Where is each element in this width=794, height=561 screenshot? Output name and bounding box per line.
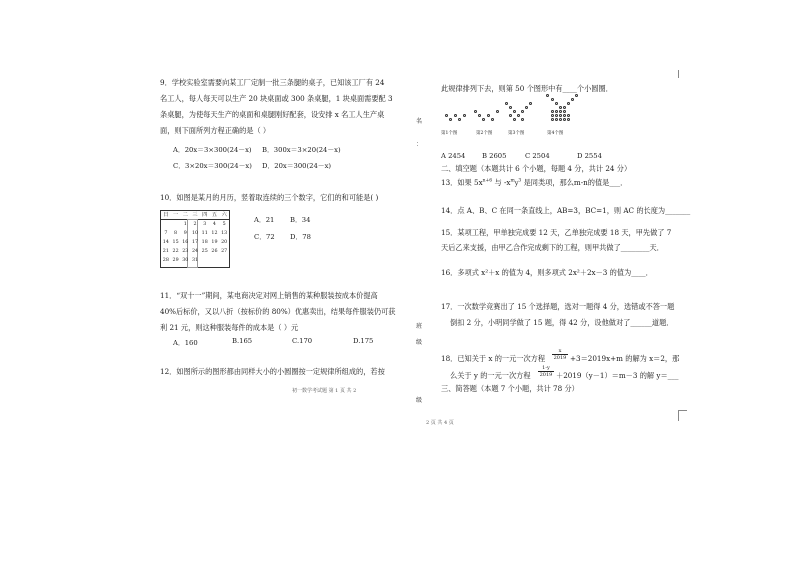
- circle-icon: [551, 118, 554, 121]
- calendar-cell: 21: [162, 249, 169, 254]
- q9-option-a: A．20x＝3×300(24－x): [173, 146, 252, 154]
- left-page-footer: 初一数学考试题 第 1 页 共 2: [292, 388, 357, 394]
- circle-icon: [555, 102, 558, 105]
- q14: 14．点 A、B、C 在同一条直线上，AB=3，BC=1，则 AC 的长度为_______: [441, 206, 691, 215]
- crop-mark-top-right: [678, 70, 687, 78]
- q12-continued: 此规律排列下去，则第 50 个图形中有____个小圆圈．: [441, 84, 613, 93]
- circle-icon: [563, 106, 566, 109]
- fraction-numerator: 1-y: [542, 365, 550, 371]
- calendar-cell: 29: [172, 258, 179, 263]
- q13: 13．如果 $5x^{n+6}$ 与 $-x^my^3$ 是同类项，那么m-n的值是___．: [441, 178, 628, 187]
- q11-line3: 利 21 元，则这种服装每件的成本是（ ）元: [160, 323, 299, 332]
- calendar-weekday: 五: [211, 212, 218, 218]
- margin-mark: 班: [416, 323, 423, 330]
- q18-line2-part2: ＋2019（y－1）＝m－3 的解 y＝___: [556, 371, 679, 380]
- calendar-weekday: 二: [182, 212, 188, 218]
- circle-icon: [487, 114, 490, 117]
- margin-mark: 级: [416, 397, 423, 404]
- calendar-cell: 28: [162, 258, 169, 263]
- q9-option-d: D．20x＝300(24－x): [262, 162, 332, 170]
- q12-option-b: B 2605: [482, 152, 507, 160]
- circle-icon: [458, 118, 461, 121]
- circle-icon: [505, 102, 508, 105]
- q18-fraction-2: [538, 365, 554, 378]
- q9-option-c: C．3×20x＝300(24－x): [173, 162, 252, 170]
- q13-part3: 是同类项，那么m-n的值是___．: [523, 178, 628, 187]
- circle-icon: [509, 106, 512, 109]
- q10-option-d: D．78: [290, 233, 311, 241]
- q11-line2: 40%后标价，又以八折（按标价的 80%）优惠卖出，结果每件服装仍可获: [160, 307, 396, 316]
- circle-icon: [563, 114, 566, 117]
- calendar-cell: 7: [164, 231, 168, 236]
- q11-line1: 11．“双十一”期间，某电商决定对网上销售的某种服装按成本价提高: [160, 291, 378, 300]
- q17-line2: 倒扣 2 分，小明同学做了 15 题，得 42 分，设他做对了______道题．: [450, 318, 674, 327]
- calendar-row: [161, 222, 229, 227]
- circle-icon: [496, 110, 499, 113]
- calendar-weekday: 六: [221, 212, 227, 218]
- fraction-denominator: 2019: [553, 355, 567, 361]
- circle-icon: [449, 118, 452, 121]
- section-3-heading: 三、简答题（本题 7 个小题，共计 78 分）: [441, 384, 579, 393]
- circle-icon: [563, 118, 566, 121]
- q16: 16．多项式 x²＋x 的值为 4，则多项式 2x²＋2x－3 的值为____．: [441, 268, 653, 277]
- circle-icon: [513, 118, 516, 121]
- q11-option-c: C.170: [292, 337, 313, 345]
- margin-mark: 名: [416, 118, 423, 125]
- q13-part1: 13．如果 5x: [441, 178, 483, 187]
- calendar-cell: [200, 258, 210, 263]
- calendar-weekday: 三: [192, 212, 198, 218]
- circle-icon: [521, 110, 524, 113]
- q18-line1-part1: 18．已知关于 x 的一元一次方程: [441, 354, 546, 363]
- q9-line1: 9．学校实验室需要向某工厂定制一批三条腿的桌子，已知该工厂有 24: [160, 78, 385, 87]
- q10-option-b: B．34: [290, 216, 311, 224]
- q10-option-c: C．72: [254, 233, 275, 241]
- calendar-cell: 26: [211, 249, 218, 254]
- circle-icon: [555, 114, 558, 117]
- calendar-cell: 22: [172, 249, 179, 254]
- calendar-cell: 2: [193, 222, 197, 227]
- calendar-cell: 16: [182, 240, 189, 245]
- circle-icon: [474, 110, 477, 113]
- calendar-cell: [219, 258, 229, 263]
- calendar-cell: 1: [183, 222, 187, 227]
- figure-label: 第2个图: [476, 131, 493, 136]
- circle-icon: [555, 110, 558, 113]
- calendar-cell: 5: [222, 222, 226, 227]
- calendar-row: [161, 249, 229, 254]
- section-2-heading: 二、填空题（本题共计 6 个小题，每题 4 分，共计 24 分）: [441, 164, 632, 173]
- calendar-cell: 15: [172, 240, 179, 245]
- calendar-cell: 12: [211, 231, 218, 236]
- calendar-cell: 24: [191, 249, 199, 254]
- circle-icon: [445, 114, 448, 117]
- calendar-cell: 27: [221, 249, 228, 254]
- q11-option-a: A．160: [173, 339, 198, 347]
- calendar-cell: 9: [183, 231, 187, 236]
- circle-icon: [559, 114, 562, 117]
- calendar-cell: 19: [211, 240, 218, 245]
- q12-option-d: D 2554: [577, 152, 602, 160]
- calendar-row: [161, 240, 229, 245]
- circle-icon: [491, 118, 494, 121]
- calendar-cell: 17: [191, 240, 199, 245]
- circle-icon: [509, 114, 512, 117]
- circle-icon: [563, 110, 566, 113]
- circle-icon: [482, 118, 485, 121]
- circle-icon: [521, 118, 524, 121]
- q18-line2-part1: 么关于 y 的一元一次方程: [450, 371, 531, 380]
- circle-icon: [551, 114, 554, 117]
- calendar-cell: 4: [212, 222, 216, 227]
- q17-line1: 17．一次数学竞赛出了 15 个选择题，选对一题得 4 分，选错或不答一题: [441, 302, 675, 311]
- crop-mark-top-left: [133, 70, 141, 78]
- calendar-cell: 25: [201, 249, 208, 254]
- crop-mark-bottom-right: [678, 410, 687, 421]
- circle-icon: [517, 114, 520, 117]
- calendar-weekday: 一: [172, 212, 179, 218]
- figure-label: 第4个图: [547, 131, 564, 136]
- circle-icon: [551, 98, 554, 101]
- calendar-row: [161, 231, 229, 236]
- circle-icon: [551, 110, 554, 113]
- circle-icon: [546, 94, 549, 97]
- figure-label: 第3个图: [508, 131, 525, 136]
- margin-mark: 级: [416, 339, 423, 346]
- circle-icon: [463, 114, 466, 117]
- q9-line2: 名工人，每人每天可以生产 20 块桌面或 300 条桌腿，1 块桌面需要配 3: [160, 94, 393, 103]
- circle-icon: [559, 106, 562, 109]
- circle-icon: [513, 110, 516, 113]
- circle-icon: [529, 102, 532, 105]
- q10-line1: 10．如图是某月的月历，竖着取连续的三个数字，它们的和可能是( ): [160, 193, 379, 202]
- fraction-numerator: x: [558, 348, 562, 354]
- calendar-cell: [161, 222, 171, 227]
- fraction-denominator: 2019: [539, 372, 553, 378]
- q9-line3: 条桌腿，为使每天生产的桌面和桌腿刚好配套，设安排 x 名工人生产桌: [160, 110, 385, 119]
- q15-line2: 天后乙来支援，由甲乙合作完成剩下的工程，则甲共做了________天．: [441, 243, 664, 252]
- circle-icon: [525, 106, 528, 109]
- calendar-figure: [160, 210, 230, 268]
- circle-icon: [567, 102, 570, 105]
- circle-icon: [567, 118, 570, 121]
- q9-line4: 面，则下面所列方程正确的是（ ）: [160, 126, 271, 135]
- circle-icon: [575, 94, 578, 97]
- circle-icon: [454, 114, 457, 117]
- q9-option-b: B．300x＝3×20(24－x): [262, 146, 341, 154]
- circle-icon: [559, 110, 562, 113]
- q11-option-b: B.165: [232, 337, 253, 345]
- figure-label: 第1个图: [441, 131, 458, 136]
- calendar-cell: [171, 222, 181, 227]
- calendar-cell: 23: [182, 249, 189, 254]
- q18-line1-part2: +3＝2019x+m 的解为 x＝2，那: [570, 354, 680, 363]
- q13-part2: 与 -x: [494, 178, 511, 187]
- calendar-cell: 30: [182, 258, 189, 263]
- calendar-cell: 3: [203, 222, 207, 227]
- q10-option-a: A．21: [254, 216, 275, 224]
- q15-line1: 15．某项工程，甲单独完成要 12 天，乙单独完成要 18 天，甲先做了 7: [441, 228, 672, 237]
- q12-option-a: A 2454: [441, 152, 466, 160]
- calendar-cell: 13: [221, 231, 228, 236]
- calendar-cell: [210, 258, 220, 263]
- circle-icon: [567, 114, 570, 117]
- calendar-cell: 8: [174, 231, 178, 236]
- calendar-cell: 31: [191, 258, 199, 263]
- calendar-cell: 14: [162, 240, 169, 245]
- calendar-cell: 18: [201, 240, 208, 245]
- circle-icon: [555, 118, 558, 121]
- circle-icon: [571, 98, 574, 101]
- q11-option-d: D.175: [353, 337, 374, 345]
- calendar-cell: 11: [201, 231, 208, 236]
- calendar-weekday: 四: [202, 212, 208, 218]
- calendar-row: [161, 258, 229, 263]
- q18-fraction-1: [552, 348, 568, 361]
- q12-option-c: C 2504: [525, 152, 550, 160]
- calendar-cell: 10: [191, 231, 199, 236]
- circle-icon: [559, 118, 562, 121]
- q12-line1: 12．如图所示的图形都由同样大小的小圆圈按一定规律所组成的，若按: [160, 367, 385, 376]
- right-page-footer: 2 页 共 4 页: [426, 420, 454, 426]
- calendar-weekday: 日: [163, 212, 169, 218]
- margin-mark: ：: [416, 141, 423, 148]
- calendar-cell: 20: [221, 240, 228, 245]
- circle-icon: [478, 114, 481, 117]
